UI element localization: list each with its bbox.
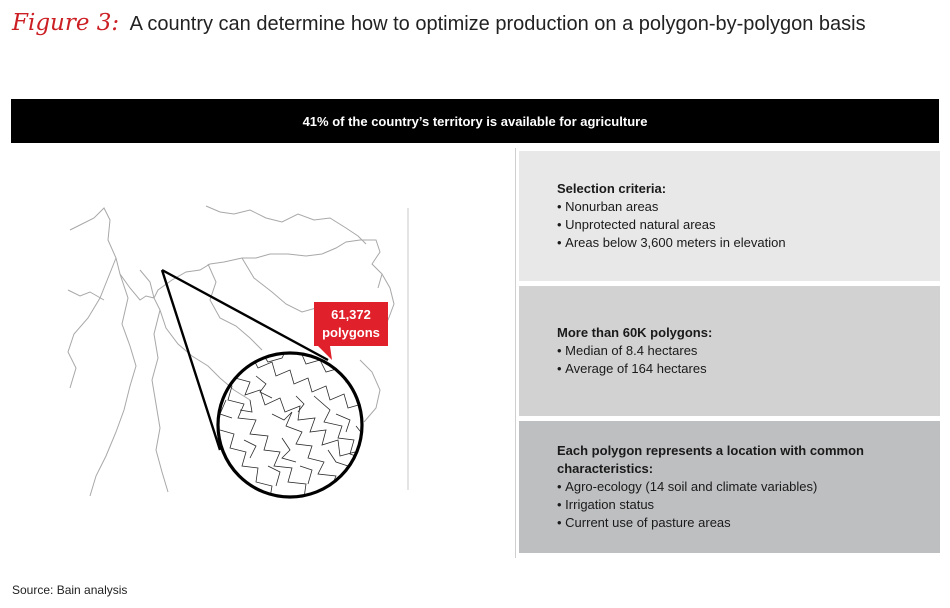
column-divider <box>515 148 516 558</box>
selection-criteria-panel <box>519 151 940 281</box>
banner: 41% of the country’s territory is available for agriculture <box>11 99 939 143</box>
panel-item: • Irrigation status <box>557 496 940 514</box>
magnifier-cone <box>162 270 328 450</box>
panel-list <box>557 198 940 252</box>
map-border-line <box>90 274 136 496</box>
panel-item: • Unprotected natural areas <box>557 216 940 234</box>
panel-heading: More than 60K polygons: <box>557 325 713 340</box>
panel-item: • Areas below 3,600 meters in elevation <box>557 234 940 252</box>
polygon-stats-panel <box>519 286 940 416</box>
magnified-polygons <box>314 396 362 458</box>
panel-heading: Selection criteria: <box>557 181 667 196</box>
source-note: Source: Bain analysis <box>12 583 128 597</box>
figure-title <box>12 10 866 36</box>
map-border-line <box>360 360 380 422</box>
polygon-characteristics-panel <box>519 421 940 553</box>
panel-item: • Nonurban areas <box>557 198 940 216</box>
panel-list <box>557 478 940 532</box>
callout-count: 61,372 <box>331 307 371 322</box>
map-border-line <box>68 290 104 300</box>
magnified-polygons <box>256 376 348 480</box>
panel-item: • Current use of pasture areas <box>557 514 940 532</box>
magnified-polygons <box>218 380 306 498</box>
callout-unit: polygons <box>322 325 380 340</box>
map-border-line <box>68 258 116 388</box>
country-map <box>60 200 420 510</box>
figure-title-text: A country can determine how to optimize production on a polygon-by-polygon basis <box>129 13 866 35</box>
panel-list <box>557 342 940 378</box>
panel-item: • Agro-ecology (14 soil and climate variables) <box>557 478 940 496</box>
figure-label: Figure 3: <box>12 10 120 36</box>
polygon-count-callout <box>314 302 388 346</box>
panel-heading: Each polygon represents a location with common characteristics: <box>557 443 864 476</box>
magnified-polygons <box>268 414 364 486</box>
panel-item: • Median of 8.4 hectares <box>557 342 940 360</box>
panel-item: • Average of 164 hectares <box>557 360 940 378</box>
map-border-line <box>152 310 168 492</box>
map-border-line <box>206 206 366 244</box>
magnified-polygons <box>220 400 296 462</box>
